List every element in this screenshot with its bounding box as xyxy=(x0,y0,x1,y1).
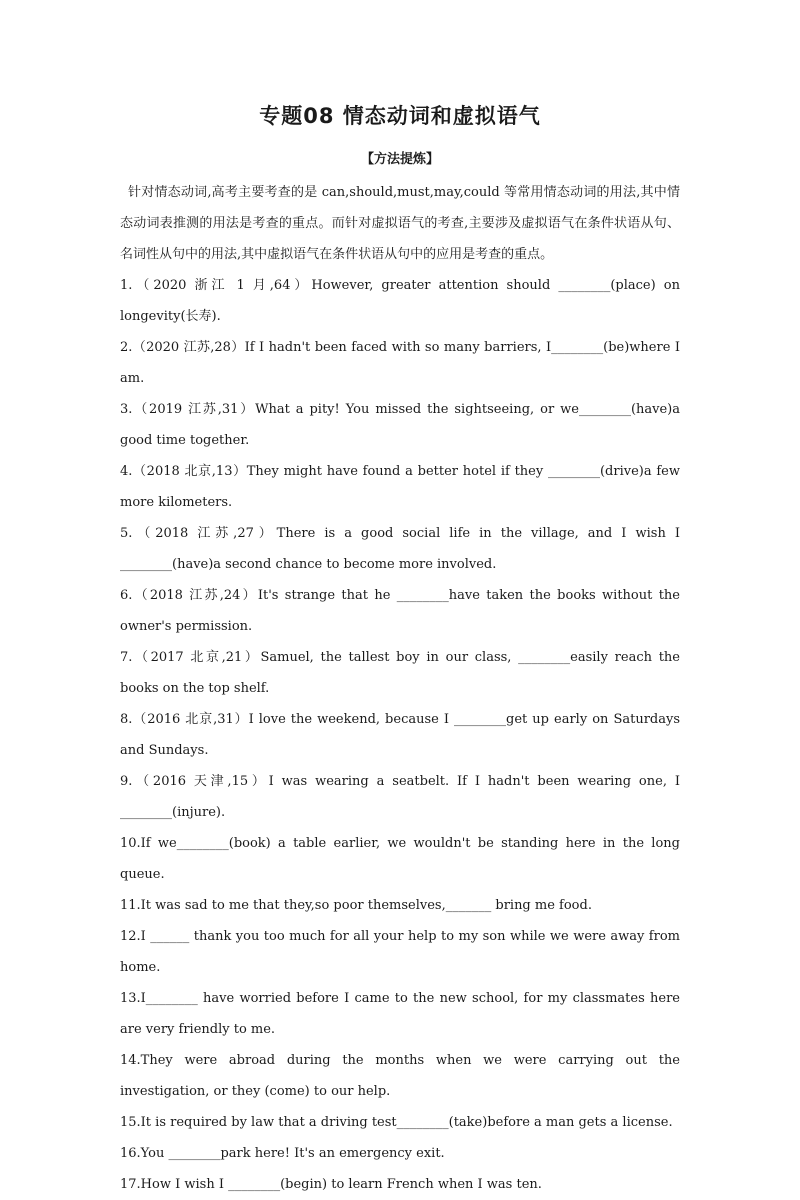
question-item: 12.I ______ thank you too much for all your help to my son while we were away from home. xyxy=(120,929,680,975)
document-page xyxy=(120,100,680,1200)
question-item: 16.You ________park here! It's an emergency exit. xyxy=(120,1146,445,1161)
page-title: 专题08 情态动词和虚拟语气 xyxy=(259,104,541,128)
question-item: 10.If we________(book) a table earlier, we wouldn't be standing here in the long queue. xyxy=(120,836,680,882)
question-item: 11.It was sad to me that they,so poor themselves,_______ bring me food. xyxy=(120,898,592,913)
question-item: 5.（2018 江苏,27）There is a good social life in the village, and I wish I ________(have)a second chance to become more involved. xyxy=(120,526,680,572)
question-item: 1.（2020 浙江 1 月,64）However, greater attention should ________(place) on longevity(长寿). xyxy=(120,278,680,324)
question-item: 3.（2019 江苏,31）What a pity! You missed the sightseeing, or we________(have)a good time together. xyxy=(120,402,680,448)
question-item: 13.I________ have worried before I came to the new school, for my classmates here are very friendly to me. xyxy=(120,991,680,1037)
question-item: 6.（2018 江苏,24）It's strange that he ________have taken the books without the owner's permission. xyxy=(120,588,680,634)
question-item: 2.（2020 江苏,28）If I hadn't been faced with so many barriers, I________(be)where I am. xyxy=(120,340,680,386)
question-item: 14.They were abroad during the months when we were carrying out the investigation, or they (come) to our help. xyxy=(120,1053,680,1099)
intro-paragraph: 针对情态动词,高考主要考查的是 can,should,must,may,could 等常用情态动词的用法,其中情态动词表推测的用法是考查的重点。而针对虚拟语气的考查,主要涉及虚拟语气在条件状语从句、名词性从句中的用法,其中虚拟语气在条件状语从句中的应用是考查的重点。 xyxy=(120,185,680,262)
question-item: 7.（2017 北京,21）Samuel, the tallest boy in our class, ________easily reach the books on the top shelf. xyxy=(120,650,680,696)
question-item: 9.（2016 天津,15）I was wearing a seatbelt. If I hadn't been wearing one, I ________(injure). xyxy=(120,774,680,820)
question-item: 8.（2016 北京,31）I love the weekend, because I ________get up early on Saturdays and Sundays. xyxy=(120,712,680,758)
section-heading: 【方法提炼】 xyxy=(360,152,439,167)
question-item: 15.It is required by law that a driving test________(take)before a man gets a license. xyxy=(120,1115,673,1130)
question-item: 4.（2018 北京,13）They might have found a better hotel if they ________(drive)a few more kilometers. xyxy=(120,464,680,510)
question-item: 17.How I wish I ________(begin) to learn French when I was ten. xyxy=(120,1177,542,1192)
